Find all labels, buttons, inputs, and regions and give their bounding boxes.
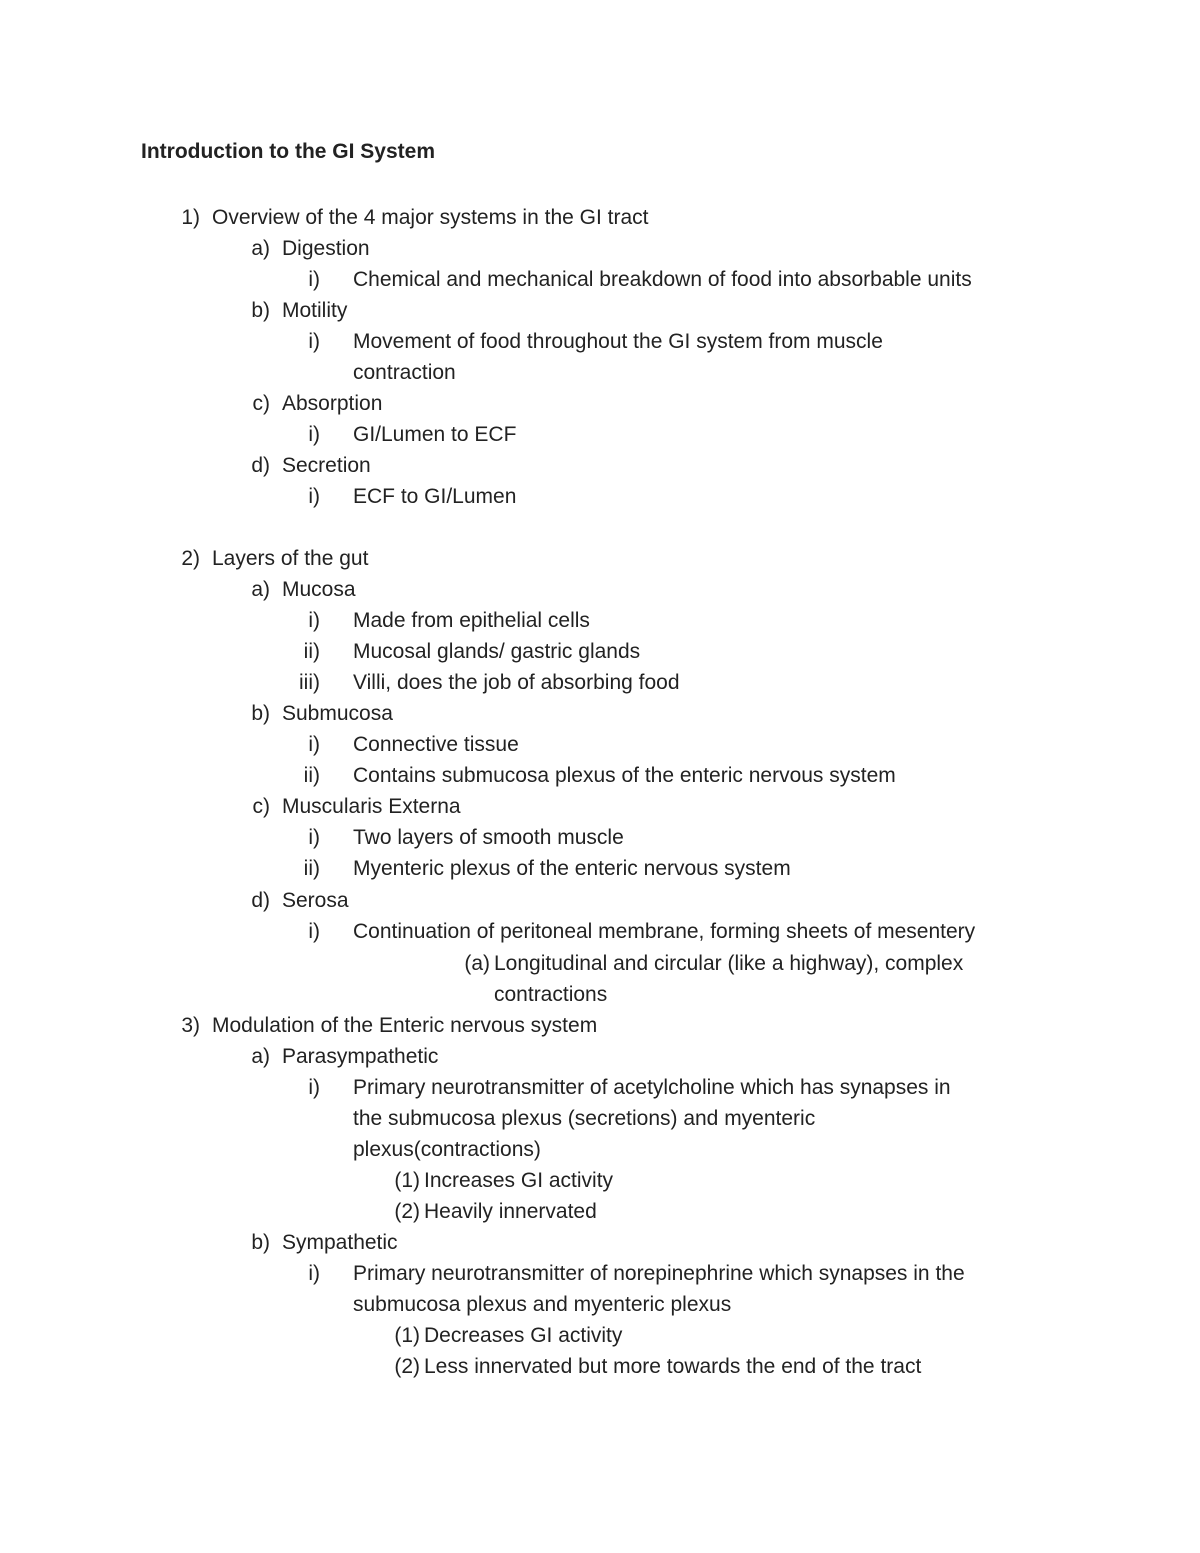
list-marker: b) xyxy=(251,1231,270,1254)
outline-line: Increases GI activity xyxy=(424,1169,614,1192)
list-marker: a) xyxy=(251,578,270,601)
outline-line: Mucosa xyxy=(282,578,356,601)
outline-line: Contains submucosa plexus of the enteric nervous system xyxy=(353,764,896,787)
outline-line: Digestion xyxy=(282,237,370,260)
list-marker: (2) xyxy=(394,1355,420,1378)
list-marker: a) xyxy=(251,237,270,260)
outline-line: Modulation of the Enteric nervous system xyxy=(212,1014,598,1037)
list-marker: c) xyxy=(252,795,270,818)
outline-line: Primary neurotransmitter of norepinephrine which synapses in the xyxy=(353,1262,965,1285)
outline-line: Mucosal glands/ gastric glands xyxy=(353,640,641,663)
outline-line: Movement of food throughout the GI system from muscle xyxy=(353,330,883,353)
list-marker: i) xyxy=(308,330,320,353)
outline-line: contractions xyxy=(494,983,608,1006)
outline-line: the submucosa plexus (secretions) and myenteric xyxy=(353,1107,816,1130)
outline-line: Submucosa xyxy=(282,702,393,725)
outline-line: Decreases GI activity xyxy=(424,1324,623,1347)
outline-line: contraction xyxy=(353,361,456,384)
outline-line: Serosa xyxy=(282,889,349,912)
outline-line: Less innervated but more towards the end of the tract xyxy=(424,1355,922,1378)
list-marker: ii) xyxy=(303,857,320,880)
outline-line: Longitudinal and circular (like a highway), complex xyxy=(494,952,964,975)
list-marker: d) xyxy=(251,889,270,912)
outline-line: Made from epithelial cells xyxy=(353,609,590,632)
list-marker: 2) xyxy=(181,547,200,570)
outline-line: Parasympathetic xyxy=(282,1045,439,1068)
list-marker: i) xyxy=(308,609,320,632)
list-marker: i) xyxy=(308,423,320,446)
outline-line: Absorption xyxy=(282,392,383,415)
list-marker: (2) xyxy=(394,1200,420,1223)
outline-line: Motility xyxy=(282,299,348,322)
list-marker: iii) xyxy=(299,671,320,694)
list-marker: d) xyxy=(251,454,270,477)
list-marker: c) xyxy=(252,392,270,415)
outline-line: Muscularis Externa xyxy=(282,795,461,818)
outline-line: GI/Lumen to ECF xyxy=(353,423,517,446)
list-marker: b) xyxy=(251,299,270,322)
list-marker: i) xyxy=(308,485,320,508)
list-marker: (a) xyxy=(464,952,490,975)
outline-line: Sympathetic xyxy=(282,1231,398,1254)
document-title: Introduction to the GI System xyxy=(141,140,436,163)
outline-line: Myenteric plexus of the enteric nervous system xyxy=(353,857,791,880)
list-marker: i) xyxy=(308,1076,320,1099)
list-marker: ii) xyxy=(303,640,320,663)
list-marker: i) xyxy=(308,826,320,849)
list-marker: b) xyxy=(251,702,270,725)
outline-line: Two layers of smooth muscle xyxy=(353,826,624,849)
list-marker: a) xyxy=(251,1045,270,1068)
list-marker: i) xyxy=(308,268,320,291)
list-marker: i) xyxy=(308,733,320,756)
outline-line: Chemical and mechanical breakdown of food into absorbable units xyxy=(353,268,972,291)
list-marker: ii) xyxy=(303,764,320,787)
outline-line: submucosa plexus and myenteric plexus xyxy=(353,1293,732,1316)
outline-line: Overview of the 4 major systems in the GI tract xyxy=(212,206,649,229)
outline-line: Layers of the gut xyxy=(212,547,369,570)
outline-line: Heavily innervated xyxy=(424,1200,597,1223)
list-marker: 3) xyxy=(181,1014,200,1037)
outline-line: Primary neurotransmitter of acetylcholine which has synapses in xyxy=(353,1076,951,1099)
list-marker: 1) xyxy=(181,206,200,229)
outline-line: Villi, does the job of absorbing food xyxy=(353,671,680,694)
outline-line: Secretion xyxy=(282,454,371,477)
outline-line: plexus(contractions) xyxy=(353,1138,541,1161)
outline-line: Connective tissue xyxy=(353,733,519,756)
outline-line: ECF to GI/Lumen xyxy=(353,485,517,508)
list-marker: i) xyxy=(308,1262,320,1285)
outline-line: Continuation of peritoneal membrane, forming sheets of mesentery xyxy=(353,920,976,943)
list-marker: (1) xyxy=(394,1169,420,1192)
list-marker: (1) xyxy=(394,1324,420,1347)
list-marker: i) xyxy=(308,920,320,943)
